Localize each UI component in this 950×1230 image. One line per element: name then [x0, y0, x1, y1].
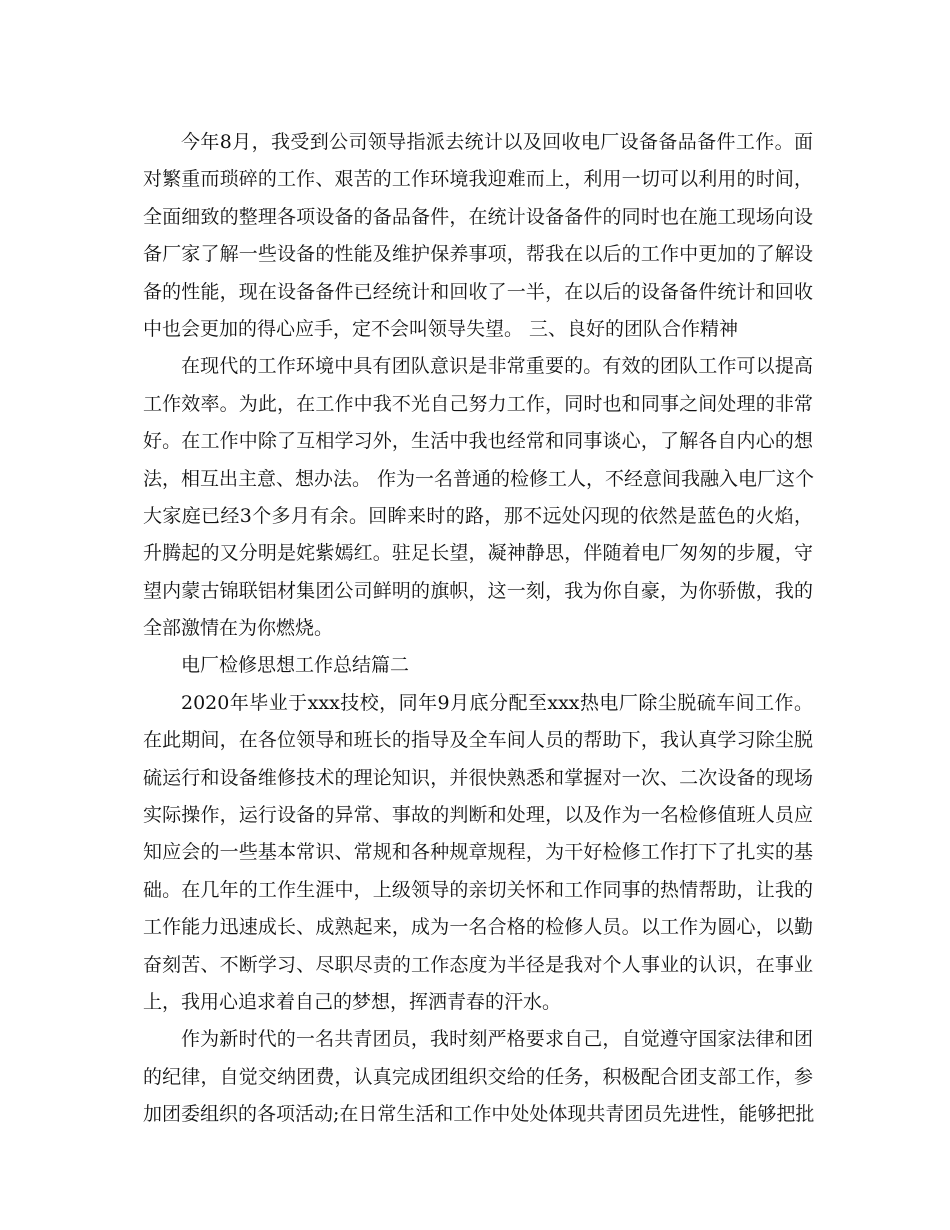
text-line: 2020年毕业于xxx技校，同年9月底分配至xxx热电厂除尘脱硫车间工作。 [181, 691, 813, 714]
text-line: 对繁重而琐碎的工作、艰苦的工作环境我迎难而上，利用一切可以利用的时间， [143, 168, 813, 191]
text-line: 在此期间，在各位领导和班长的指导及全车间人员的帮助下，我认真学习除尘脱 [143, 729, 813, 752]
text-line: 加团委组织的各项活动;在日常生活和工作中处处体现共青团员先进性，能够把批 [143, 1103, 815, 1126]
text-line: 奋刻苦、不断学习、尽职尽责的工作态度为半径是我对个人事业的认识，在事业 [143, 953, 813, 976]
text-line: 上，我用心追求着自己的梦想，挥洒青春的汗水。 [143, 990, 562, 1013]
text-line: 工作能力迅速成长、成熟起来，成为一名合格的检修人员。以工作为圆心，以勤 [143, 916, 813, 939]
text-line: 作为新时代的一名共青团员，我时刻严格要求自己，自觉遵守国家法律和团 [181, 1028, 813, 1051]
text-line: 全部激情在为你燃烧。 [143, 617, 334, 640]
text-line: 升腾起的又分明是姹紫嫣红。驻足长望，凝神静思，伴随着电厂匆匆的步履，守 [143, 542, 813, 565]
text-line: 大家庭已经3个多月有余。回眸来时的路，那不远处闪现的依然是蓝色的火焰， [143, 504, 813, 527]
text-line: 知应会的一些基本常识、常规和各种规章规程，为干好检修工作打下了扎实的基 [143, 841, 813, 864]
text-line: 法，相互出主意、想办法。 作为一名普通的检修工人，不经意间我融入电厂这个 [143, 467, 815, 490]
text-line: 的纪律，自觉交纳团费，认真完成团组织交给的任务，积极配合团支部工作，参 [143, 1065, 813, 1088]
text-line: 今年8月，我受到公司领导指派去统计以及回收电厂设备备品备件工作。面 [181, 131, 813, 153]
document-body [143, 124, 813, 1134]
text-line: 硫运行和设备维修技术的理论知识，并很快熟悉和掌握对一次、二次设备的现场 [143, 766, 813, 789]
text-line: 望内蒙古锦联铝材集团公司鲜明的旗帜，这一刻，我为你自豪，为你骄傲，我的 [143, 579, 813, 602]
text-line: 备的性能，现在设备备件已经统计和回收了一半，在以后的设备备件统计和回收 [143, 280, 813, 303]
text-line: 工作效率。为此，在工作中我不光自己努力工作，同时也和同事之间处理的非常 [143, 392, 813, 415]
text-line: 好。在工作中除了互相学习外，生活中我也经常和同事谈心，了解各自内心的想 [143, 430, 813, 453]
text-line: 实际操作，运行设备的异常、事故的判断和处理，以及作为一名检修值班人员应 [143, 804, 813, 827]
text-line: 全面细致的整理各项设备的备品备件，在统计设备备件的同时也在施工现场向设 [143, 205, 813, 228]
text-line: 备厂家了解一些设备的性能及维护保养事项，帮我在以后的工作中更加的了解设 [143, 243, 813, 266]
text-line: 础。在几年的工作生涯中，上级领导的亲切关怀和工作同事的热情帮助，让我的 [143, 878, 813, 901]
text-line: 电厂检修思想工作总结篇二 [181, 654, 410, 677]
text-line: 中也会更加的得心应手，定不会叫领导失望。 三、良好的团队合作精神 [143, 317, 739, 340]
text-line: 在现代的工作环境中具有团队意识是非常重要的。有效的团队工作可以提高 [181, 355, 813, 378]
